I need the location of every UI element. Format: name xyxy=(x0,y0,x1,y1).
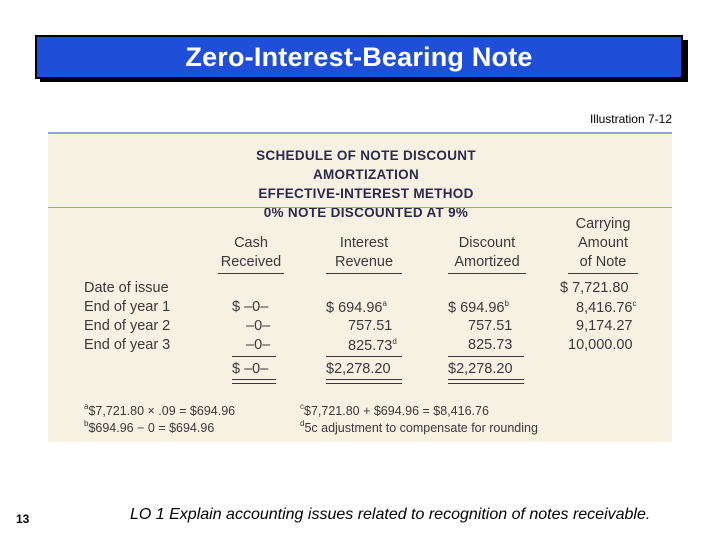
cell-cash: –0– xyxy=(246,337,271,353)
cell-carrying: 8,416.76$^c$ xyxy=(576,299,637,316)
learning-objective: LO 1 Explain accounting issues related to recognition of notes receivable. xyxy=(130,506,651,523)
interest-total-double-underline xyxy=(326,379,402,384)
footnote-a: $^a$\$7,721.80 × .09 = $694.96 xyxy=(84,402,236,418)
title-banner xyxy=(35,35,683,79)
row-label: End of year 2 xyxy=(84,318,171,334)
slide-title: Zero-Interest-Bearing Note xyxy=(185,41,533,72)
cell-interest: 825.73$^d$ xyxy=(348,337,397,354)
cell-interest: 757.51 xyxy=(348,318,393,334)
header-interest-underline xyxy=(326,273,402,274)
schedule-title xyxy=(226,146,506,222)
discount-subtotal-underline xyxy=(448,356,524,357)
header-cash-line-2: Received xyxy=(220,254,282,270)
row-label: End of year 3 xyxy=(84,337,171,353)
cash-subtotal-underline xyxy=(232,356,276,357)
total-discount: $2,278.20 xyxy=(448,361,513,377)
header-separator xyxy=(48,207,672,208)
header-carrying-line-2: Amount xyxy=(578,235,628,251)
cell-cash: –0– xyxy=(246,318,271,334)
cell-cash: $ –0– xyxy=(232,299,269,315)
discount-total-double-underline xyxy=(448,379,524,384)
cell-discount: $ 694.96$^b$ xyxy=(448,299,509,316)
total-interest: $2,278.20 xyxy=(326,361,391,377)
schedule-title-line-2: EFFECTIVE-INTEREST METHOD xyxy=(258,186,474,201)
footnote-c: $^c$\$7,721.80 + $694.96 = $8,416.76 xyxy=(300,402,489,418)
header-carrying-underline xyxy=(568,273,638,274)
slide-number: 13 xyxy=(16,512,30,526)
header-carrying-line-1: Carrying xyxy=(575,216,631,232)
cell-interest: $ 694.96$^a$ xyxy=(326,299,387,316)
total-cash: $ –0– xyxy=(232,361,269,377)
schedule-title-line-1: SCHEDULE OF NOTE DISCOUNT AMORTIZATION xyxy=(256,148,476,182)
interest-subtotal-underline xyxy=(326,356,402,357)
cell-discount: 825.73 xyxy=(468,337,513,353)
cash-total-double-underline xyxy=(232,379,276,384)
schedule-title-line-3: 0% NOTE DISCOUNTED AT 9% xyxy=(263,205,469,220)
cell-discount: 757.51 xyxy=(468,318,513,334)
schedule-panel xyxy=(48,132,672,442)
header-carrying-line-3: of Note xyxy=(579,254,627,270)
cell-carrying: 9,174.27 xyxy=(576,318,633,334)
cell-carrying: 10,000.00 xyxy=(568,337,633,353)
header-cash-underline xyxy=(218,273,284,274)
row-label: Date of issue xyxy=(84,280,169,296)
header-discount-line-1: Discount xyxy=(458,235,516,251)
illustration-label: Illustration 7-12 xyxy=(589,112,672,126)
footnote-d: $^d$5c adjustment to compensate for rounding xyxy=(300,419,538,435)
header-discount-line-2: Amortized xyxy=(454,254,520,270)
cell-carrying: $ 7,721.80 xyxy=(560,280,629,296)
header-cash-line-1: Cash xyxy=(234,235,268,251)
header-interest-line-2: Revenue xyxy=(334,254,394,270)
header-discount-underline xyxy=(448,273,526,274)
header-interest-line-1: Interest xyxy=(339,235,389,251)
footnote-b: $^b$\$694.96 − 0 = $694.96 xyxy=(84,419,215,435)
row-label: End of year 1 xyxy=(84,299,171,315)
